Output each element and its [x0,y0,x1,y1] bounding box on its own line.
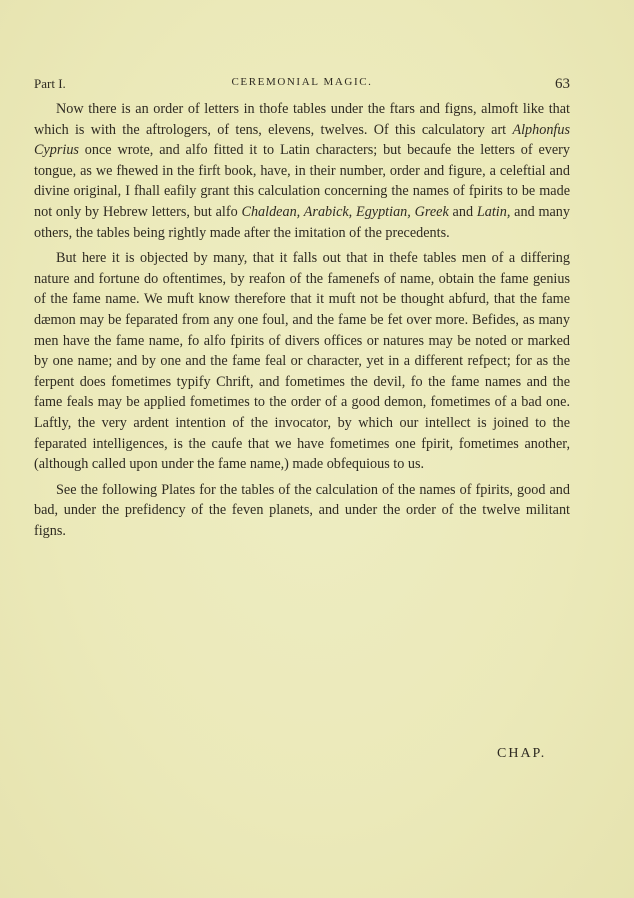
page-number: 63 [555,76,570,92]
italic-text: Alphonfus Cyprius [34,121,570,159]
page-header [34,76,570,96]
italic-text: Latin, [476,203,511,220]
text-run: and many others, the tables being rightly made after the imitation of the precedents. [34,203,570,241]
text-run: once wrote, and alfo fitted it to Latin characters; but becaufe the letters of every tongue, as we fhewed in the firft book, have, in their number, order and figure, a celeftial and divine original, I fhall eafily grant this calculation concerning the names of fpirits to be made not only by Hebrew letters, but alfo [34,142,570,220]
running-title: CEREMONIAL MAGIC. [231,76,373,88]
catchword: CHAP. [497,746,547,761]
part-label: Part I. [34,76,66,91]
text-run: Now there is an order of letters in thofe tables under the ftars and figns, almoft like that which is with the aftrologers, of tens, elevens, twelves. Of this calculatory art [34,101,570,138]
text-run: But here it is objected by many, that it falls out that in thefe tables men of a differing nature and fortune do oftentimes, by reafon of the famenefs of name, obtain the fame genius of the fame name. We muft know therefore that it muft not be thought abfurd, that the fame dæmon may be feparated from any one foul, and the fame be fet over more. Befides, as many men have the fame name, fo alfo fpirits of divers offices or natures may be noted or marked by one name; and by one and the fame feal or character, yet in a different refpect; for as the ferpent does fometimes typify Chrift, and fometimes the devil, fo the fame names and the fame feals may be applied fometimes to the order of a good demon, fometimes of a bad one. Laftly, the very ardent intention of the invocator, by which our intellect is joined to the feparated intelligences, is the caufe that we have fometimes one fpirit, fometimes another, (although called upon under the fame name,) made obfequious to us. [34,250,570,473]
italic-text: Chaldean, Arabick, Egyptian, Greek [241,203,449,220]
paragraph [34,480,570,542]
body-text [34,99,570,546]
text-run: and [448,203,477,220]
text-run: See the following Plates for the tables of the calculation of the names of fpirits, good and bad, under the prefidency of the feven planets, and under the order of the twelve militant figns. [34,481,570,539]
paragraph [34,248,570,475]
paragraph [34,99,570,243]
